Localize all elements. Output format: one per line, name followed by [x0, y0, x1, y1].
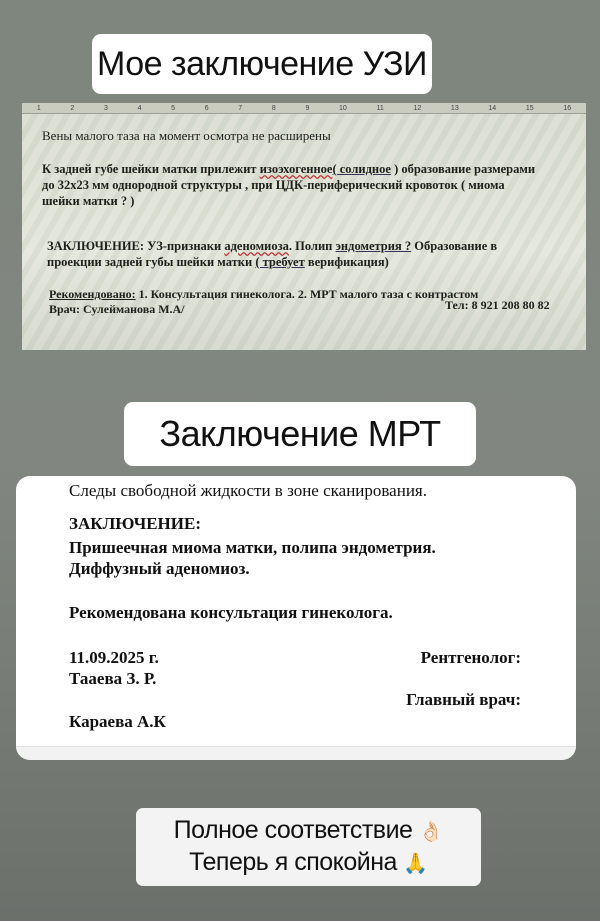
ruler-tick: 4	[137, 104, 142, 112]
ruler-tick: 11	[376, 104, 384, 112]
ruler-tick: 15	[525, 104, 534, 112]
mrt-conclusion-heading: ЗАКЛЮЧЕНИЕ:	[69, 514, 201, 533]
final-caption-line-2: Теперь я спокойна 🙏	[189, 848, 428, 876]
uzi-caption	[92, 34, 432, 94]
ruler-tick: 2	[70, 104, 75, 112]
ruler-tick: 8	[271, 104, 276, 112]
mrt-recommendation: Рекомендована консультация гинеколога.	[69, 603, 393, 622]
finding-line-2: до 32х23 мм однородной структуры , при ЦДК-периферический кровоток ( миома	[42, 178, 505, 192]
ruler-tick: 9	[305, 104, 310, 112]
ruler-tick: 10	[339, 104, 347, 112]
mrt-conclusion-line-1: Пришеечная миома матки, полипа эндометрия.	[69, 538, 436, 557]
final-caption-line-1: Полное соответствие 👌🏻	[173, 816, 444, 844]
uzi-caption-text: Мое заключение УЗИ	[97, 44, 427, 83]
uzi-phone: Тел: 8 921 208 80 82	[445, 298, 550, 312]
ruler-tick: 12	[413, 104, 422, 112]
chief-label: Главный врач:	[406, 690, 521, 709]
mrt-date: 11.09.2025 г.	[69, 648, 159, 667]
praying-hands-emoji-icon: 🙏	[403, 853, 428, 875]
ruler-tick: 5	[171, 104, 176, 112]
uzi-conclusion-line-2: проекции задней губы шейки матки ( требует верификация)	[47, 255, 389, 269]
fluid-line: Следы свободной жидкости в зоне сканирования.	[69, 481, 427, 500]
mrt-caption-text: Заключение МРТ	[159, 413, 441, 454]
ruler-tick: 7	[238, 104, 243, 112]
document-footer-strip	[16, 746, 576, 760]
chief-name: Караева А.К	[69, 712, 166, 731]
ruler-tick: 14	[488, 104, 497, 112]
uzi-document-photo	[22, 103, 586, 350]
mrt-conclusion-line-2: Диффузный аденомиоз.	[69, 559, 250, 578]
finding-line-1: К задней губе шейки матки прилежит изоэхогенное( солидное ) образование размерами	[42, 162, 536, 176]
recommendation-line: Рекомендовано: 1. Консультация гинеколога. 2. МРТ малого таза с контрастом	[49, 287, 479, 301]
finding-line-3: шейки матки ? )	[42, 194, 135, 208]
ruler-tick: 13	[450, 104, 459, 112]
ruler-tick: 3	[103, 104, 108, 112]
final-caption	[136, 808, 481, 886]
ruler-tick: 1	[36, 104, 41, 112]
ok-hand-emoji-icon: 👌🏻	[418, 821, 444, 843]
mrt-caption	[124, 402, 476, 466]
radiologist-label: Рентгенолог:	[420, 648, 521, 667]
veins-line: Вены малого таза на момент осмотра не расширены	[42, 128, 331, 143]
radiologist-name: Тааева З. Р.	[69, 669, 157, 688]
ruler-tick: 6	[204, 104, 209, 112]
ruler-tick: 16	[563, 104, 572, 112]
uzi-conclusion-line-1: ЗАКЛЮЧЕНИЕ: УЗ-признаки аденомиоза. Полип эндометрия ? Образование в	[47, 239, 498, 253]
mrt-document	[16, 476, 576, 760]
word-ruler	[22, 103, 586, 114]
uzi-doctor: Врач: Сулейманова М.А/	[49, 302, 185, 316]
